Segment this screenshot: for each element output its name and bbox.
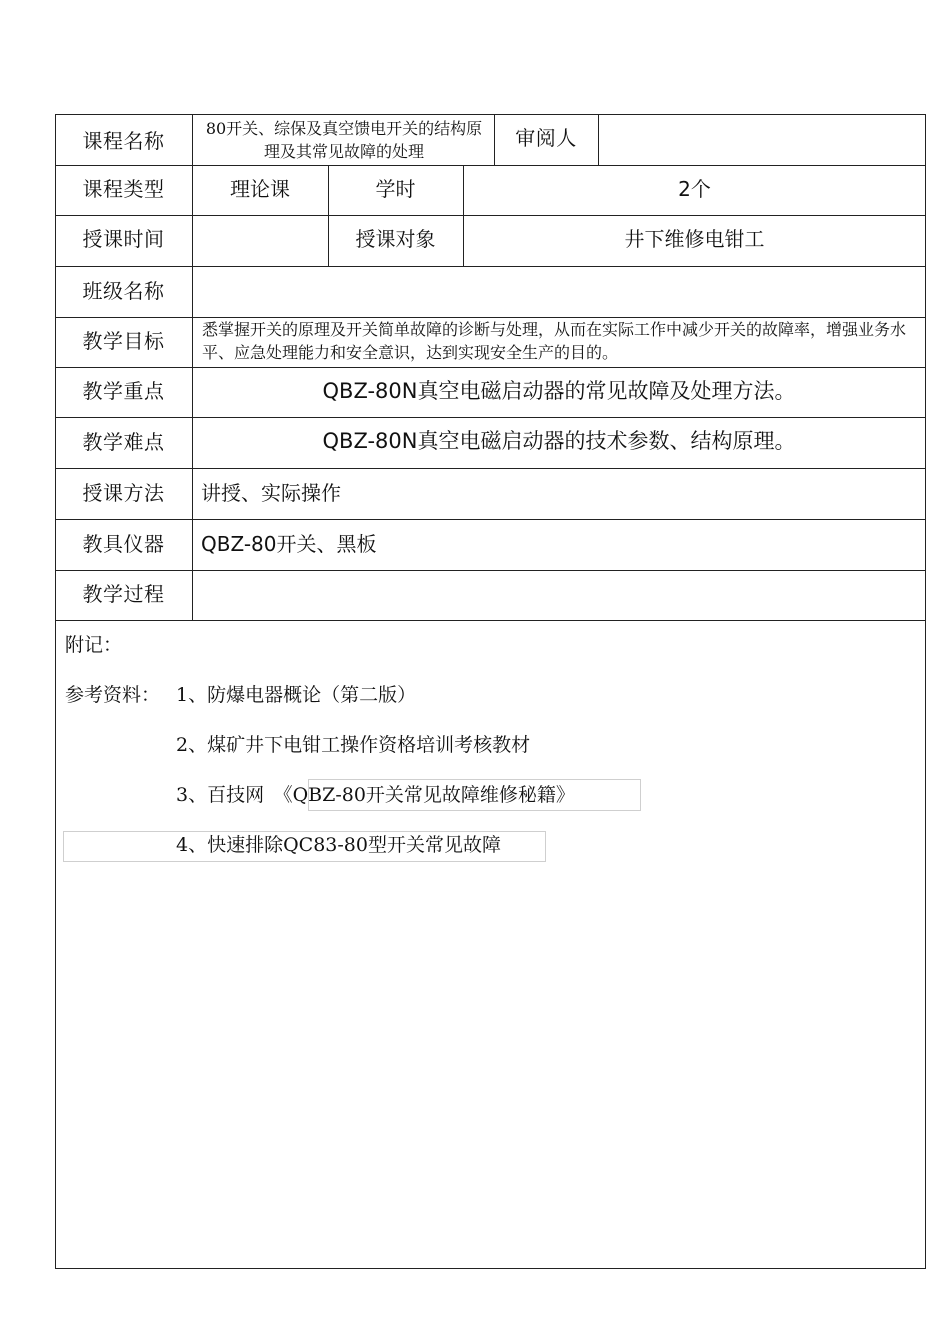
row-divider: [55, 620, 926, 621]
reference-item: 1、防爆电器概论（第二版）: [176, 684, 417, 706]
difficulty-label: 教学难点: [82, 429, 165, 454]
course-name-value: 80开关、综保及真空馈电开关的结构原理及其常见故障的处理: [205, 118, 483, 161]
teaching-time-label: 授课时间: [82, 227, 165, 251]
teaching-time-value: [192, 215, 328, 260]
key-point-label: 教学重点: [82, 379, 165, 403]
class-name-label: 班级名称: [82, 278, 165, 303]
reviewer-label: 审阅人: [515, 125, 577, 150]
teaching-process-value: [192, 570, 926, 615]
teaching-method-label: 授课方法: [82, 480, 165, 505]
teaching-tools-label: 教具仪器: [82, 531, 165, 556]
key-point-value: QBZ-80N真空电磁启动器的常见故障及处理方法。: [322, 378, 796, 403]
reference-item: 4、快速排除QC83-80型开关常见故障: [176, 834, 501, 856]
audience-value: 井下维修电钳工: [624, 227, 765, 251]
course-name-label: 课程名称: [82, 129, 165, 153]
teaching-process-label: 教学过程: [82, 582, 165, 606]
teaching-goal-value: 悉掌握开关的原理及开关简单故障的诊断与处理，从而在实际工作中减少开关的故障率，增强业务水平、应急处理能力和安全意识，达到实现安全生产的目的。: [202, 320, 907, 362]
teaching-method-value: 讲授、实际操作: [201, 480, 341, 505]
course-type-label: 课程类型: [82, 176, 165, 201]
reference-item: 2、煤矿井下电钳工操作资格培训考核教材: [176, 734, 531, 756]
teaching-tools-value: QBZ-80开关、黑板: [201, 531, 377, 556]
audience-label: 授课对象: [355, 227, 436, 251]
hours-value: 2个: [678, 176, 711, 201]
reference-prefix: 参考资料：: [65, 684, 161, 706]
difficulty-value: QBZ-80N真空电磁启动器的技术参数、结构原理。: [322, 429, 796, 453]
teaching-goal-label: 教学目标: [82, 329, 165, 353]
class-name-value: [192, 266, 926, 312]
reference-item: 3、百技网 《QBZ-80开关常见故障维修秘籍》: [176, 784, 575, 806]
reviewer-value: [598, 114, 926, 165]
hours-label: 学时: [375, 176, 416, 201]
course-type-value: 理论课: [230, 176, 290, 201]
appendix-label: 附记：: [65, 634, 123, 656]
